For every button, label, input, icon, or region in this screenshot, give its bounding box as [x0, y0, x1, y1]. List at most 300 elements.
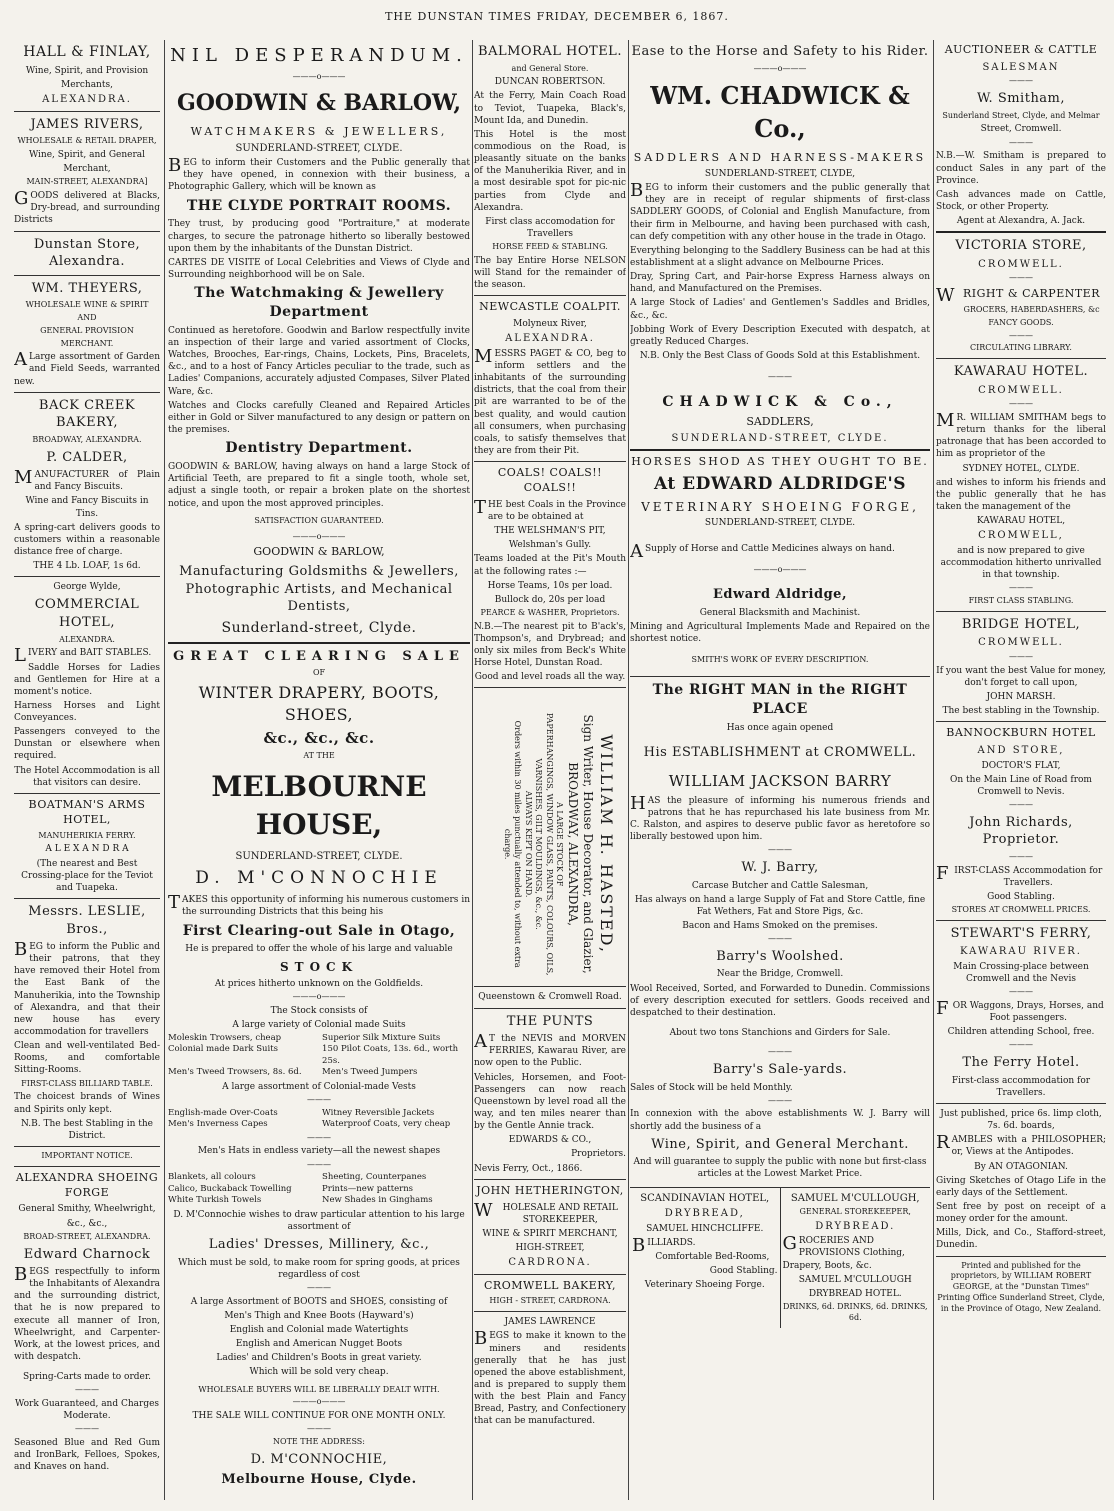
- calder-title: P. CALDER,: [46, 449, 128, 465]
- stock-list-item: Sheeting, Counterpanes: [322, 1172, 427, 1183]
- theyers-and: AND: [77, 312, 97, 322]
- stewarts-body: Main Crossing-place between Cromwell and the Nevis: [953, 961, 1089, 985]
- leslie-billiard: FIRST-CLASS BILLIARD TABLE.: [21, 1078, 153, 1088]
- hall-sub: Merchants,: [61, 80, 113, 91]
- gb-body: CARTES DE VISITE of Local Celebrities and Views of Clyde and Surrounding neighborhood will be on Sale.: [168, 257, 470, 280]
- balmoral-body: This Hotel is the most commodious on the Road, is pleasantly situate on the banks of the Manuherikia River, and in a most desirable spot for pic-nic parties from Clyde and Alexandra.: [474, 129, 626, 213]
- punts-body: AT the NEVIS and MORVEN FERRIES, Kawarau River, are now open to the Public.: [474, 1031, 626, 1069]
- gb-title: GOODWIN & BARLOW,: [176, 90, 461, 117]
- boatmans-location: A L E X A N D R A: [45, 844, 129, 855]
- gb-mfg: Manufacturing Goldsmiths & Jewellers, Photographic Artists, and Mechanical Dentists,: [179, 564, 459, 615]
- stewarts-location: KAWARAU RIVER.: [960, 946, 1082, 958]
- ferry-hotel: The Ferry Hotel.: [962, 1055, 1080, 1071]
- imprint: Printed and published for the proprietors, by WILLIAM ROBERT GEORGE, at the "Dunstan Times" Printing Office Sunderland Street, Clyde, in the Province of Otago, New Zealand.: [937, 1260, 1105, 1313]
- coals-proprietors: PEARCE & WASHER, Proprietors.: [480, 607, 620, 617]
- aldridge-at: At EDWARD ALDRIDGE'S: [653, 473, 906, 494]
- newcastle-location: ALEXANDRA.: [505, 333, 595, 345]
- horses-shod: HORSES SHOD AS THEY OUGHT TO BE.: [631, 455, 929, 469]
- boots: Which will be sold very cheap.: [249, 1367, 389, 1378]
- auctioneer-title: AUCTIONEER & CATTLE: [944, 43, 1098, 56]
- stock-list: [168, 1108, 470, 1131]
- kawarau-body: and wishes to inform his friends and the public generally that he has taken the management of the: [936, 477, 1106, 512]
- rambles-body: Sent free by post on receipt of a money order for the amount.: [936, 1202, 1106, 1225]
- hasted-items: PAPERHANGINGS, WINDOW GLASS, PAINTS, COLOURS, OILS, VARNISHES, GILT MOULDINGS, &c., &c.: [534, 713, 554, 976]
- ease-horse: Ease to the Horse and Safety to his Rider.: [631, 44, 929, 59]
- stanchions: About two tons Stanchions and Girders for Sale.: [669, 1028, 891, 1039]
- boots: English and Colonial made Watertights: [229, 1325, 409, 1336]
- stock-list-item: Men's Inverness Capes: [168, 1119, 268, 1130]
- newcastle-title: NEWCASTLE COALPIT.: [479, 300, 621, 314]
- mcc-name: D. M'CONNOCHIE,: [250, 1451, 388, 1467]
- leslie-body: Clean and well-ventilated Bed-Rooms, and comfortable Sitting-Rooms.: [14, 1041, 160, 1076]
- stewarts-body: Children attending School, free.: [947, 1027, 1095, 1038]
- punts-proprietors: EDWARDS & CO.,: [508, 1135, 592, 1146]
- stock-list-item: Colonial made Dark Suits: [168, 1044, 279, 1055]
- mccullough-name: SAMUEL M'CULLOUGH: [798, 1274, 912, 1285]
- gb-body: BEG to inform their Customers and the Public generally that they have opened, in connexion with their business, a Photographic Gallery, which will be known as: [168, 155, 470, 193]
- rule: [936, 611, 1106, 612]
- hetherington-location: CARDRONA.: [508, 1257, 592, 1269]
- marsh-body: The best stabling in the Township.: [942, 706, 1100, 717]
- bannockburn-sub: AND STORE,: [977, 745, 1065, 757]
- rule: [936, 920, 1106, 921]
- rule: [14, 1166, 160, 1167]
- john-marsh: JOHN MARSH.: [986, 691, 1056, 702]
- rule: [630, 449, 930, 451]
- richards-body: STORES AT CROMWELL PRICES.: [951, 905, 1091, 915]
- coals-nb: N.B.—The nearest pit to B'ack's, Thompson's, and Drybread; and only six miles from Beck's White Horse Hotel, Dunstan Road.: [474, 621, 626, 669]
- rule: [168, 642, 470, 644]
- column-4: Ease to the Horse and Safety to his Rider. ———o——— WM. CHADWICK & Co., SADDLERS AND HARNESS-MAKERS SUNDERLAND-STREET, CLYDE, BEG to inform their customers and the public generally that they are in receipt of regular shipments of first-class SADDLERY GOODS, of Colonial and English Manufacture, from their firm in Melbourne, and having been purchased with cash, can defy competition with any other house in the trade in Otago. Everything belonging to the Saddlery Business can be had at this establishment at a slight advance on Melbourne Prices. Dray, Spring Cart, and Pair-horse Express Harness always on hand, and Manufactured on the Premises. A large Stock of Ladies' and Gentlemen's Saddles and Bridles, &c., &c. Jobbing Work of Every Description Executed with despatch, at greatly Reduced Charges. N.B. Only the Best Class of Goods Sold at this Establishment. ——— CHADWICK & Co., SADDLERS, SUNDERLAND-STREET, CLYDE. HORSES SHOD AS THEY OUGHT TO BE. At EDWARD ALDRIDGE'S VETERINARY SHOEING FORGE, SUNDERLAND-STREET, CLYDE. ASupply of Horse and Cattle Medicines always on hand. ———o——— Edward Aldridge, General Blacksmith and Machinist. Mining and Agricultural Implements Made and Repaired on the shortest notice. SMITH'S WORK OF EVERY DESCRIPTION. The RIGHT MAN in the RIGHT PLACE Has once again opened His ESTABLISHMENT at CROMWELL. WILLIAM JACKSON BARRY HAS the pleasure of informing his numerous friends and patrons that he has repurchased his late business from Mr. C. Ralston, and aspires to deserve public favor as heretofore so liberally bestowed upon him. ——— W. J. Barry, Carcase Butcher and Cattle Salesman, Has always on hand a large Supply of Fat and Store Cattle, fine Fat Wethers, Fat and Store Pigs, &c. Bacon and Hams Smoked on the premises. ——— Barry's Woolshed. Near the Bridge, Cromwell. Wool Received, Sorted, and Forwarded to Dunedin. Commissions of every description executed for settlers. Goods received and despatched to their destination. About two tons Stanchions and Girders for Sale. ——— Barry's Sale-yards. Sales of Stock will be held Monthly. ——— In connexion with the above establishments W. J. Barry will shortly add the business of a Wine, Spirit, and General Merchant. And will guarantee to supply the public with none but first-class articles at the Lowest Market Price. SCANDINAVIAN HOTEL, DRYBREAD, SAMUEL HINCHCLIFFE. BILLIARDS. Comfortable Bed-Rooms, Good Stabling. Veterinary Shoeing Forge. SAMUEL M'CULLOUGH, GENERAL STOREKEEPER, DRYBREAD. GROCERIES AND PROVISIONS Clothing, Drapery, Boots, &c. SAMUEL M'CULLOUGH DRYBREAD HOTEL. DRINKS, 6d. DRINKS, 6d. DRINKS, 6d.: [630, 40, 930, 1500]
- gb-body: GOODWIN & BARLOW, having always on hand a large Stock of Artificial Teeth, are prepared to fit a single tooth, whole set, adjust a single tooth, or repair a broken plate on the shortest notice, and upon the most approved principles.: [168, 462, 470, 509]
- calder-body: Wine and Fancy Biscuits in Tins.: [25, 496, 149, 519]
- gb-location: Sunderland-street, Clyde.: [221, 619, 417, 636]
- punts-title: THE PUNTS: [506, 1013, 594, 1029]
- calder-body: MANUFACTURER of Plain and Fancy Biscuits.: [14, 467, 160, 493]
- coals-body: Teams loaded at the Pit's Mouth at the following rates :—: [474, 554, 626, 577]
- livery-body: LIVERY and BAIT STABLES.: [14, 645, 152, 667]
- coals-rate: Bullock do, 20s per load: [494, 594, 606, 605]
- woolshed-body: Wool Received, Sorted, and Forwarded to Dunedin. Commissions of every description executed for settlers. Goods received and despatched to their destination.: [630, 983, 930, 1018]
- sale-sub: &c., &c., &c.: [263, 729, 375, 748]
- drybread-adverts: [630, 1187, 930, 1328]
- satisfaction: SATISFACTION GUARANTEED.: [254, 515, 384, 525]
- theyers-title: WM. THEYERS,: [31, 280, 143, 296]
- rule: [14, 576, 160, 577]
- important-notice: IMPORTANT NOTICE.: [41, 1150, 133, 1160]
- sydney-hotel: SYDNEY HOTEL, CLYDE.: [962, 463, 1080, 474]
- smitham-name: W. Smitham,: [976, 91, 1066, 107]
- calder-loaf: THE 4 Lb. LOAF, 1s 6d.: [33, 561, 141, 572]
- his-establishment: His ESTABLISHMENT at CROMWELL.: [643, 744, 917, 760]
- ladies-dresses: Ladies' Dresses, Millinery, &c.,: [208, 1237, 430, 1253]
- rule: [474, 1311, 626, 1312]
- rule: [14, 111, 160, 112]
- chadwick2-sub: SADDLERS,: [746, 414, 814, 428]
- charnock-spring: Spring-Carts made to order.: [22, 1372, 152, 1383]
- livery-body: Passengers conveyed to the Dunstan or elsewhere when required.: [14, 727, 160, 762]
- gb-name: GOODWIN & BARLOW,: [253, 545, 385, 559]
- richards-body: FIRST-CLASS Accommodation for Travellers.: [936, 862, 1103, 888]
- theyers-sub: WHOLESALE WINE & SPIRIT: [25, 300, 149, 310]
- auctioneer-sub: SALESMAN: [982, 61, 1060, 73]
- forge-sub: &c., &c.,: [66, 1218, 108, 1229]
- gb-location: SUNDERLAND-STREET, CLYDE.: [235, 142, 403, 154]
- stock-list-item: Superior Silk Mixture Suits: [322, 1032, 441, 1043]
- commercial-location: ALEXANDRA.: [59, 634, 115, 644]
- melbourne-house: MELBOURNE HOUSE,: [211, 770, 427, 841]
- leslie-body: BEG to inform the Public and their patrons, that they have removed their Hotel from the East Bank of the Manuherikia, into the Township of Alexandra, and that their new house has every accommodation for travellers: [14, 939, 160, 1038]
- rule: [14, 1146, 160, 1147]
- rambles-by: By AN OTAGONIAN.: [974, 1161, 1068, 1172]
- column-5: AUCTIONEER & CATTLE SALESMAN ——— W. Smitham, Sunderland Street, Clyde, and Melmar Street, Cromwell. ——— N.B.—W. Smitham is prepared to conduct Sales in any part of the Province. Cash advances made on Cattle, Stock, or other Property. Agent at Alexandra, A. Jack. VICTORIA STORE, CROMWELL. ——— WRIGHT & CARPENTER GROCERS, HABERDASHERS, &c FANCY GOODS. ——— CIRCULATING LIBRARY. KAWARAU HOTEL. CROMWELL. ——— MR. WILLIAM SMITHAM begs to return thanks for the liberal patronage that has been accorded to him as proprietor of the SYDNEY HOTEL, CLYDE. and wishes to inform his friends and the public generally that he has taken the management of the KAWARAU HOTEL, CROMWELL, and is now prepared to give accommodation hitherto unrivalled in that township. ——— FIRST CLASS STABLING. BRIDGE HOTEL, CROMWELL. ——— If you want the best Value for money, don't forget to call upon, JOHN MARSH. The best stabling in the Township. BANNOCKBURN HOTEL AND STORE, DOCTOR'S FLAT, On the Main Line of Road from Cromwell to Nevis. ——— John Richards, Proprietor. ——— FIRST-CLASS Accommodation for Travellers. Good Stabling. STORES AT CROMWELL PRICES. STEWART'S FERRY, KAWARAU RIVER. Main Crossing-place between Cromwell and the Nevis ——— FOR Waggons, Drays, Horses, and Foot passengers. Children attending School, free. ——— The Ferry Hotel. First-class accommodation for Travellers. Just published, price 6s. limp cloth, 7s. 6d. boards, RAMBLES with a PHILOSOPHER; or, Views at the Antipodes. By AN OTAGONIAN. Giving Sketches of Otago Life in the early days of the Settlement. Sent free by post on receipt of a money order for the amount. Mills, Dick, and Co., Stafford-street, Dunedin. Printed and published for the proprietors, by WILLIAM ROBERT GEORGE, at the "Dunstan Times" Printing Office Sunderland Street, Clyde, in the Province of Otago, New Zealand.: [936, 43, 1106, 1313]
- rule: [14, 392, 160, 393]
- one-month: THE SALE WILL CONTINUE FOR ONE MONTH ONLY.: [192, 1411, 446, 1422]
- smitham-location: Street, Cromwell.: [980, 124, 1062, 135]
- stock-list-item: Men's Tweed Trowsers, 8s. 6d.: [168, 1067, 302, 1078]
- smitham-body: Cash advances made on Cattle, Stock, or other Property.: [936, 189, 1106, 212]
- rambles-body: Giving Sketches of Otago Life in the early days of the Settlement.: [936, 1175, 1106, 1198]
- hall-sub: Wine, Spirit, and Provision: [25, 65, 149, 76]
- stock-list-item: 150 Pilot Coats, 13s. 6d., worth 25s.: [322, 1044, 459, 1066]
- richards-body: Good Stabling.: [987, 891, 1055, 902]
- column-rule: [472, 40, 473, 1500]
- stock-list-item: Waterproof Coats, very cheap: [322, 1119, 451, 1130]
- mccullough-body: GROCERIES AND PROVISIONS Clothing, Drapery, Boots, &c.: [782, 1233, 905, 1271]
- rule: [474, 1008, 626, 1009]
- stock-list-item: English-made Over-Coats: [168, 1107, 278, 1118]
- mccullough-drinks: DRINKS, 6d. DRINKS, 6d. DRINKS, 6d.: [782, 1302, 928, 1322]
- livery-body: Harness Horses and Light Conveyances.: [14, 700, 160, 724]
- aldridge-body: Mining and Agricultural Implements Made and Repaired on the shortest notice.: [630, 621, 930, 644]
- charnock-gum: Seasoned Blue and Red Gum and IronBark, Felloes, Spokes, and Knaves on hand.: [14, 1438, 160, 1473]
- boots: English and American Nugget Boots: [235, 1339, 403, 1350]
- rule: [474, 461, 626, 462]
- balmoral-title: BALMORAL HOTEL.: [478, 44, 622, 59]
- rule: [14, 275, 160, 276]
- newcastle-sub: Molyneux River,: [513, 319, 587, 330]
- saleyards-body: Sales of Stock will be held Monthly.: [630, 1082, 793, 1093]
- woolshed-location: Near the Bridge, Cromwell.: [716, 969, 844, 980]
- kawarau-body: and is now prepared to give accommodation hitherto unrivalled in that township.: [940, 545, 1102, 581]
- mccullough-location: DRYBREAD.: [815, 1220, 896, 1232]
- stock-list-item: Witney Reversible Jackets: [322, 1107, 435, 1118]
- watch-department: The Watchmaking & Jewellery Department: [194, 285, 444, 321]
- rivers-sub: Wine, Spirit, and General: [28, 150, 146, 161]
- aldridge-name: Edward Aldridge,: [713, 587, 847, 603]
- boatmans-sub: MANUHERIKIA FERRY.: [38, 830, 136, 840]
- stock-list: [168, 1172, 470, 1206]
- chadwick-sub: SADDLERS AND HARNESS-MAKERS: [633, 151, 927, 165]
- boatmans-title: BOATMAN'S ARMS HOTEL,: [28, 797, 146, 826]
- bannockburn-location: DOCTOR'S FLAT,: [981, 760, 1061, 771]
- stock-list-row: [168, 1044, 470, 1067]
- chadwick-body: Everything belonging to the Saddlery Business can be had at this establishment at a slight advance on Melbourne Prices.: [630, 245, 930, 268]
- backcreek-title: BACK CREEK BAKERY,: [38, 397, 136, 431]
- gb-body: Continued as heretofore. Goodwin and Barlow respectfully invite an inspection of their large and varied assortment of Clocks, Watches, Brooches, Ear-rings, Chains, Lockets, Pins, Bracelets, &c., and to a host of Fancy Articles peculiar to the trade, such as Ladies' Companions, accurately adjusted Compases, Silver Plated Ware, &c.: [168, 325, 470, 397]
- mcc-body: TAKES this opportunity of informing his numerous customers in the surrounding Districts that this being his: [168, 892, 470, 918]
- scandinavian-title: SCANDINAVIAN HOTEL,: [640, 1192, 770, 1204]
- cromwell-bakery: CROMWELL BAKERY,: [484, 1278, 616, 1292]
- stock-list-row: [168, 1172, 470, 1183]
- rambles-published: Just published, price 6s. limp cloth, 7s. 6d. boards,: [940, 1109, 1102, 1132]
- chadwick-body: Jobbing Work of Every Description Executed with despatch, at greatly Reduced Charges.: [630, 324, 930, 347]
- charnock-work: Work Guaranteed, and Charges Moderate.: [14, 1399, 160, 1422]
- gb-body: They trust, by producing good "Portraiture," at moderate charges, to secure the patronage hitherto so liberally bestowed upon them by the inhabitants of the Dunstan District.: [168, 219, 470, 254]
- coals-title: COALS! COALS!! COALS!!: [497, 466, 603, 494]
- richards-proprietor: John Richards, Proprietor.: [969, 814, 1073, 848]
- charnock-name: Edward Charnock: [23, 1246, 151, 1262]
- rule: [474, 1274, 626, 1275]
- mccullough-name: SAMUEL M'CULLOUGH,: [790, 1192, 920, 1204]
- theyers-sub: MERCHANT.: [60, 338, 114, 348]
- hall-title: HALL & FINLAY,: [23, 44, 151, 60]
- rivers-sub: WHOLESALE & RETAIL DRAPER,: [17, 136, 157, 146]
- chadwick2-location: SUNDERLAND-STREET, CLYDE.: [671, 432, 889, 444]
- scandinavian-name: SAMUEL HINCHCLIFFE.: [646, 1223, 764, 1234]
- scandinavian-stabling: Good Stabling.: [709, 1265, 778, 1276]
- stock-list-item: White Turkish Towels: [168, 1195, 262, 1206]
- forge-location: BROAD-STREET, ALEXANDRA.: [23, 1231, 151, 1241]
- mcc-body: At prices hitherto unknown on the Goldfields.: [214, 978, 424, 989]
- hasted-kept: ALWAYS KEPT ON HAND.: [524, 791, 534, 898]
- stock-list-row: [168, 1067, 470, 1078]
- first-clearing: First Clearing-out Sale in Otago,: [182, 922, 456, 939]
- wj-barry: W. J. Barry,: [741, 860, 819, 875]
- hetherington-sub: WINE & SPIRIT MERCHANT,: [482, 1228, 618, 1239]
- livery-body: The Hotel Accommodation is all that visitors can desire.: [14, 765, 160, 788]
- mcc-name: D. M'CONNOCHIE: [195, 868, 443, 889]
- vests: A large assortment of Colonial-made Vests: [222, 1081, 416, 1092]
- rule: [474, 986, 626, 987]
- mcc-body: He is prepared to offer the whole of his large and valuable: [185, 944, 453, 955]
- stock: STOCK: [279, 959, 359, 974]
- barry-body: HAS the pleasure of informing his numerous friends and patrons that he has repurchased his late business from Mr. C. Ralston, and aspires to deserve public favor as heretofore so liberally bestowed upon him.: [630, 792, 930, 843]
- rambles-body: Mills, Dick, and Co., Stafford-street, Dunedin.: [936, 1228, 1106, 1251]
- wj-trade: Carcase Butcher and Cattle Salesman,: [691, 880, 869, 891]
- bannockburn-title: BANNOCKBURN HOTEL: [946, 726, 1096, 740]
- melbourne-location: SUNDERLAND-STREET, CLYDE.: [235, 850, 403, 862]
- hasted-orders: Orders within 30 miles punctually attended to, without extra charge.: [503, 721, 523, 969]
- woolshed: Barry's Woolshed.: [716, 948, 844, 964]
- mccullough-hotel: DRYBREAD HOTEL.: [808, 1288, 902, 1299]
- rivers-body: GOODS delivered at Blacks, Dry-bread, and surrounding Districts: [14, 188, 160, 226]
- rule: [14, 793, 160, 794]
- column-2: NIL DESPERANDUM. ———o——— GOODWIN & BARLOW, WATCHMAKERS & JEWELLERS, SUNDERLAND-STREET, CLYDE. BEG to inform their Customers and the Public generally that they have opened, in connexion with their business, a Photographic Gallery, which will be known as THE CLYDE PORTRAIT ROOMS. They trust, by producing good "Portraiture," at moderate charges, to secure the patronage hitherto so liberally bestowed upon them by the inhabitants of the Dunstan District. CARTES DE VISITE of Local Celebrities and Views of Clyde and Surrounding neighborhood will be on Sale. The Watchmaking & Jewellery Department Continued as heretofore. Goodwin and Barlow respectfully invite an inspection of their large and varied assortment of Clocks, Watches, Brooches, Ear-rings, Chains, Lockets, Pins, Bracelets, &c., and to a host of Fancy Articles peculiar to the trade, such as Ladies' Companions, accurately adjusted Compases, Silver Plated Ware, &c. Watches and Clocks carefully Cleaned and Repaired Articles either in Gold or Silver manufactured to any design or pattern on the premises. Dentistry Department. GOODWIN & BARLOW, having always on hand a large Stock of Artificial Teeth, are prepared to fit a single tooth, whole set, adjust a single tooth, or repair a broken plate on the shortest notice, and upon the most approved principles. SATISFACTION GUARANTEED. ———o——— GOODWIN & BARLOW, Manufacturing Goldsmiths & Jewellers, Photographic Artists, and Mechanical Dentists, Sunderland-street, Clyde. GREAT CLEARING SALE OF WINTER DRAPERY, BOOTS, SHOES, &c., &c., &c. AT THE MELBOURNE HOUSE, SUNDERLAND-STREET, CLYDE. D. M'CONNOCHIE TAKES this opportunity of informing his numerous customers in the surrounding Districts that this being his First Clearing-out Sale in Otago, He is prepared to offer the whole of his large and valuable STOCK At prices hitherto unknown on the Goldfields. ———o——— The Stock consists of A large variety of Colonial made Suits Moleskin Trowsers, cheap Superior Silk Mixture Suits Colonial made Dark Suits 150 Pilot Coats, 13s. 6d., worth 25s. Men's Tweed Trowsers, 8s. 6d. Men's Tweed Jumpers A large assortment of Colonial-made Vests ——— English-made Over-Coats Witney Reversible Jackets Men's Inverness Capes Waterproof Coats, very cheap ——— Men's Hats in endless variety—all the newest shapes ——— Blankets, all colours Sheeting, Counterpanes Calico, Buckaback Towelling Prints—new patterns White Turkish Towels New Shades in Ginghams D. M'Connochie wishes to draw particular attention to his large assortment of Ladies' Dresses, Millinery, &c., Which must be sold, to make room for spring goods, at prices regardless of cost ——— A large Assortment of BOOTS and SHOES, consisting of Men's Thigh and Knee Boots (Hayward's) English and Colonial made Watertights English and American Nugget Boots Ladies' and Children's Boots in great variety. Which will be sold very cheap. WHOLESALE BUYERS WILL BE LIBERALLY DEALT WITH. ———o——— THE SALE WILL CONTINUE FOR ONE MONTH ONLY. ——— NOTE THE ADDRESS: D. M'CONNOCHIE, Melbourne House, Clyde.: [168, 45, 470, 1488]
- stewarts-ferry: STEWART'S FERRY,: [950, 925, 1092, 941]
- backcreek-location: BROADWAY, ALEXANDRA.: [32, 434, 142, 444]
- wylde-name: George Wylde,: [53, 582, 121, 593]
- victoria-store: VICTORIA STORE,: [955, 238, 1087, 254]
- guarantee: And will guarantee to supply the public with none but first-class articles at the Lowest Market Price.: [633, 1157, 927, 1180]
- stock-list-row: [168, 1184, 470, 1195]
- smitham-location: Sunderland Street, Clyde, and Melmar: [942, 110, 1100, 120]
- sale-sub: WINTER DRAPERY, BOOTS, SHOES,: [198, 682, 440, 724]
- scandinavian-location: DRYBREAD,: [664, 1208, 745, 1220]
- stock-list-item: Moleskin Trowsers, cheap: [168, 1032, 282, 1043]
- cromwell-bakery-location: HIGH - STREET, CARDRONA.: [489, 1296, 611, 1306]
- rule: [936, 1256, 1106, 1257]
- mcc-location: Melbourne House, Clyde.: [221, 1472, 417, 1488]
- wj-body: Bacon and Hams Smoked on the premises.: [682, 920, 878, 931]
- rule: [474, 295, 626, 296]
- fancy-goods: FANCY GOODS.: [988, 317, 1054, 327]
- scandinavian-billiards: BILLIARDS.: [632, 1234, 696, 1256]
- coals-roads: Good and level roads all the way.: [474, 672, 626, 683]
- chadwick-body: N.B. Only the Best Class of Goods Sold at this Establishment.: [639, 350, 921, 361]
- wright-carpenter: WRIGHT & CARPENTER: [936, 285, 1100, 307]
- hasted-name: WILLIAM H. HASTED,: [597, 734, 617, 955]
- punts-date: Nevis Ferry, Oct., 1866.: [474, 1163, 583, 1174]
- leslie-title: Messrs. LESLIE, Bros.,: [28, 903, 146, 937]
- hall-location: ALEXANDRA.: [42, 94, 132, 106]
- mccullough-trade: GENERAL STOREKEEPER,: [799, 1207, 911, 1217]
- rule: [474, 687, 626, 688]
- hasted-advert: [474, 692, 626, 982]
- stock-variety: A large variety of Colonial made Suits: [232, 1019, 406, 1030]
- aldridge-location: SUNDERLAND-STREET, CLYDE.: [704, 518, 856, 529]
- kawarau-location: CROMWELL,: [978, 530, 1064, 542]
- column-3: [474, 40, 626, 1500]
- chadwick-body: BEG to inform their customers and the public generally that they are in receipt of regular shipments of first-class SADDLERY GOODS, of Colonial and English Manufacture, from their firm in Melbourne, and having been purchased with cash, can defy competition with any other house in the trade in Otago.: [630, 180, 930, 242]
- chadwick2-title: CHADWICK & Co.,: [662, 393, 898, 410]
- leslie-body: N.B. The best Stabling in the District.: [20, 1118, 154, 1141]
- welshmans: THE WELSHMAN'S PIT,: [494, 526, 606, 537]
- kawarau-hotel: KAWARAU HOTEL,: [976, 516, 1066, 527]
- stock-list-row: [168, 1033, 470, 1044]
- wright-trade: GROCERS, HABERDASHERS, &c: [963, 304, 1100, 314]
- stock-list-item: Blankets, all colours: [168, 1172, 256, 1183]
- chadwick-body: Dray, Spring Cart, and Pair-horse Express Harness always on hand, and Manufactured on the Premises.: [630, 272, 930, 295]
- column-rule: [933, 40, 934, 1500]
- hetherington-name: JOHN HETHERINGTON,: [476, 1183, 624, 1197]
- right-man: The RIGHT MAN in the RIGHT PLACE: [652, 681, 908, 717]
- stock-list: [168, 1033, 470, 1079]
- kawarau-title: KAWARAU HOTEL.: [953, 364, 1089, 380]
- wholesale: WHOLESALE BUYERS WILL BE LIBERALLY DEALT WITH.: [198, 1384, 440, 1394]
- theyers-body: ALarge assortment of Garden and Field Seeds, warranted new.: [14, 349, 160, 387]
- livery-body: Saddle Horses for Ladies and Gentlemen for Hire at a moment's notice.: [14, 662, 160, 697]
- punts-body: Vehicles, Horsemen, and Foot-Passengers can now reach Queenstown by level road all the way, and ten miles nearer than by the Gentle Annie track.: [474, 1072, 626, 1132]
- stock-list-item: New Shades in Ginghams: [322, 1195, 433, 1206]
- balmoral-sub: and General Store.: [511, 63, 589, 73]
- smiths-work: SMITH'S WORK OF EVERY DESCRIPTION.: [691, 655, 869, 665]
- first-stabling: FIRST CLASS STABLING.: [968, 595, 1074, 605]
- balmoral-body: HORSE FEED & STABLING.: [492, 242, 608, 252]
- rule: [14, 231, 160, 232]
- stewarts-body: FOR Waggons, Drays, Horses, and Foot passengers.: [936, 997, 1104, 1024]
- stock-list-item: Prints—new patterns: [322, 1183, 414, 1194]
- mcc-body: Which must be sold, to make room for spring goods, at prices regardless of cost: [178, 1257, 460, 1280]
- theyers-sub: GENERAL PROVISION: [40, 325, 134, 335]
- chadwick-body: A large Stock of Ladies' and Gentlemen's Saddles and Bridles, &c., &c.: [630, 298, 930, 321]
- balmoral-body: First class accomodation for Travellers: [485, 216, 615, 240]
- leslie-body: The choicest brands of Wines and Spirits only kept.: [14, 1092, 160, 1115]
- sale-of: OF: [312, 668, 326, 678]
- balmoral-body: The bay Entire Horse NELSON will Stand for the remainder of the season.: [474, 255, 626, 291]
- boots: Men's Thigh and Knee Boots (Hayward's): [224, 1310, 414, 1321]
- barry-name: WILLIAM JACKSON BARRY: [668, 772, 892, 791]
- ferry-body: First-class accommodation for Travellers.: [951, 1075, 1091, 1098]
- wj-body: Has always on hand a large Supply of Fat and Store Cattle, fine Fat Wethers, Fat and Store Pigs, &c.: [634, 894, 926, 917]
- once-again: Has once again opened: [726, 722, 834, 733]
- stock-list-row: [168, 1108, 470, 1119]
- hetherington-street: HIGH-STREET,: [515, 1242, 585, 1253]
- forge-title: ALEXANDRA SHOEING FORGE: [15, 1170, 159, 1199]
- charnock-body: BEGS respectfully to inform the Inhabitants of Alexandra and the surrounding district, that he is now prepared to execute all manner of Iron, Wheelwright, and Carpenter-Work, at the lowest prices, and with despatch.: [14, 1264, 160, 1363]
- hats: Men's Hats in endless variety—all the newest shapes: [197, 1146, 441, 1157]
- newcastle-body: MESSRS PAGET & CO, beg to inform settlers and the inhabitants of the surrounding districts, that the coal from their pit are warranted to be of the best quality, and would caution all consumers, when purchasing coals, to satisfy themselves that they are from their Pit.: [474, 345, 626, 456]
- mcc-body: D. M'Connochie wishes to draw particular attention to his large assortment of: [173, 1209, 465, 1232]
- nil-desperandum: NIL DESPERANDUM.: [170, 45, 468, 66]
- punts-proprietors: Proprietors.: [571, 1149, 626, 1160]
- wine-merchant: Wine, Spirit, and General Merchant.: [651, 1136, 909, 1152]
- rule: [936, 1103, 1106, 1104]
- rule: [936, 358, 1106, 359]
- smitham-body: N.B.—W. Smitham is prepared to conduct Sales in any part of the Province.: [936, 151, 1106, 186]
- hasted-location: BROADWAY, ALEXANDRA,: [565, 762, 580, 927]
- forge-sub: General Smithy, Wheelwright,: [18, 1204, 156, 1215]
- bridge-body: If you want the best Value for money, don't forget to call upon,: [936, 665, 1106, 688]
- column-1: HALL & FINLAY, Wine, Spirit, and Provision Merchants, ALEXANDRA. JAMES RIVERS, WHOLESALE & RETAIL DRAPER, Wine, Spirit, and General Merchant, MAIN-STREET, ALEXANDRA] GOODS delivered at Blacks, Dry-bread, and surrounding Districts Dunstan Store, Alexandra. WM. THEYERS, WHOLESALE WINE & SPIRIT AND GENERAL PROVISION MERCHANT. ALarge assortment of Garden and Field Seeds, warranted new. BACK CREEK BAKERY, BROADWAY, ALEXANDRA. P. CALDER, MANUFACTURER of Plain and Fancy Biscuits. Wine and Fancy Biscuits in Tins. A spring-cart delivers goods to customers within a reasonable distance free of charge. THE 4 Lb. LOAF, 1s 6d. George Wylde, COMMERCIAL HOTEL, ALEXANDRA. LIVERY and BAIT STABLES. Saddle Horses for Ladies and Gentlemen for Hire at a moment's notice. Harness Horses and Light Conveyances. Passengers conveyed to the Dunstan or elsewhere when required. The Hotel Accommodation is all that visitors can desire. BOATMAN'S ARMS HOTEL, MANUHERIKIA FERRY. A L E X A N D R A (The nearest and Best Crossing-place for the Teviot and Tuapeka. Messrs. LESLIE, Bros., BEG to inform the Public and their patrons, that they have removed their Hotel from the East Bank of the Manuherikia, into the Township of Alexandra, and that their new house has every accommodation for travellers Clean and well-ventilated Bed-Rooms, and comfortable Sitting-Rooms. FIRST-CLASS BILLIARD TABLE. The choicest brands of Wines and Spirits only kept. N.B. The best Stabling in the District. IMPORTANT NOTICE. ALEXANDRA SHOEING FORGE General Smithy, Wheelwright, &c., &c., BROAD-STREET, ALEXANDRA. Edward Charnock BEGS respectfully to inform the Inhabitants of Alexandra and the surrounding district, that he is now prepared to execute all manner of Iron, Wheelwright, and Carpenter-Work, at the lowest prices, and with despatch. Spring-Carts made to order. ——— Work Guaranteed, and Charges Moderate. ——— Seasoned Blue and Red Gum and IronBark, Felloes, Spokes, and Knaves on hand.: [14, 44, 160, 1473]
- saleyards: Barry's Sale-yards.: [712, 1061, 848, 1077]
- coals-body: THE best Coals in the Province are to be obtained at: [474, 496, 626, 522]
- hasted-trade: Sign Writer, House Decorator, and Glazier,: [581, 715, 596, 975]
- sale-at: AT THE: [303, 751, 335, 761]
- column-rule: [628, 40, 629, 1500]
- balmoral-body: At the Ferry, Main Coach Road to Teviot, Tuapeka, Black's, Mount Ida, and Dunedin.: [474, 91, 626, 126]
- boots: A large Assortment of BOOTS and SHOES, consisting of: [190, 1296, 448, 1307]
- scandinavian-forge: Veterinary Shoeing Forge.: [644, 1280, 765, 1291]
- rule: [14, 898, 160, 899]
- circulating-library: CIRCULATING LIBRARY.: [970, 343, 1072, 353]
- note-address: NOTE THE ADDRESS:: [273, 1437, 365, 1447]
- connexion: In connexion with the above establishments W. J. Barry will shortly add the business of a: [630, 1109, 930, 1132]
- lawrence-name: JAMES LAWRENCE: [504, 1317, 596, 1328]
- boatmans-body: (The nearest and Best Crossing-place for the Teviot and Tuapeka.: [21, 858, 153, 893]
- column-rule: [164, 40, 165, 1500]
- lawrence-body: BEGS to make it known to the miners and residents generally that he has just opened the above establishment, and is prepared to supply them with the best Plain and Fancy Bread, Pastry, and Confectionery that can be manufactured.: [474, 1328, 626, 1427]
- chadwick-title: WM. CHADWICK & Co.,: [650, 81, 910, 143]
- chadwick-location: SUNDERLAND-STREET, CLYDE,: [704, 168, 856, 179]
- hetherington-body: WHOLESALE AND RETAIL STOREKEEPER,: [474, 1199, 618, 1225]
- rambles-title: RAMBLES with a PHILOSOPHER; or, Views at the Antipodes.: [936, 1132, 1106, 1158]
- gb-sub: WATCHMAKERS & JEWELLERS,: [190, 124, 448, 138]
- rule: [936, 721, 1106, 722]
- stock-consists: The Stock consists of: [270, 1005, 368, 1016]
- stock-list-row: [168, 1119, 470, 1130]
- sale-title: GREAT CLEARING SALE: [173, 648, 465, 664]
- hasted-stock: A LARGE STOCK OF: [555, 802, 565, 887]
- aldridge-forge: VETERINARY SHOEING FORGE,: [641, 499, 919, 514]
- rule: [474, 1179, 626, 1180]
- aldridge-body: ASupply of Horse and Cattle Medicines always on hand.: [630, 541, 895, 563]
- welshmans-location: Welshman's Gully.: [508, 540, 592, 551]
- scandinavian-rooms: Comfortable Bed-Rooms,: [655, 1251, 770, 1262]
- rivers-location: MAIN-STREET, ALEXANDRA]: [26, 177, 148, 187]
- rivers-sub: Merchant,: [63, 164, 111, 175]
- stock-list-item: Calico, Buckaback Towelling: [168, 1183, 292, 1194]
- dunstan-store: Dunstan Store, Alexandra.: [33, 236, 141, 270]
- bridge-hotel: BRIDGE HOTEL,: [961, 616, 1081, 632]
- rivers-title: JAMES RIVERS,: [30, 116, 144, 132]
- kawarau-body: MR. WILLIAM SMITHAM begs to return thanks for the liberal patronage that has been accorded to him as proprietor of the: [936, 409, 1106, 460]
- boots: Ladies' and Children's Boots in great variety.: [216, 1353, 422, 1364]
- dentistry-department: Dentistry Department.: [225, 440, 413, 457]
- coals-rate: Horse Teams, 10s per load.: [487, 580, 613, 591]
- queenstown-road: Queenstown & Cromwell Road.: [478, 992, 622, 1003]
- rule: [936, 231, 1106, 233]
